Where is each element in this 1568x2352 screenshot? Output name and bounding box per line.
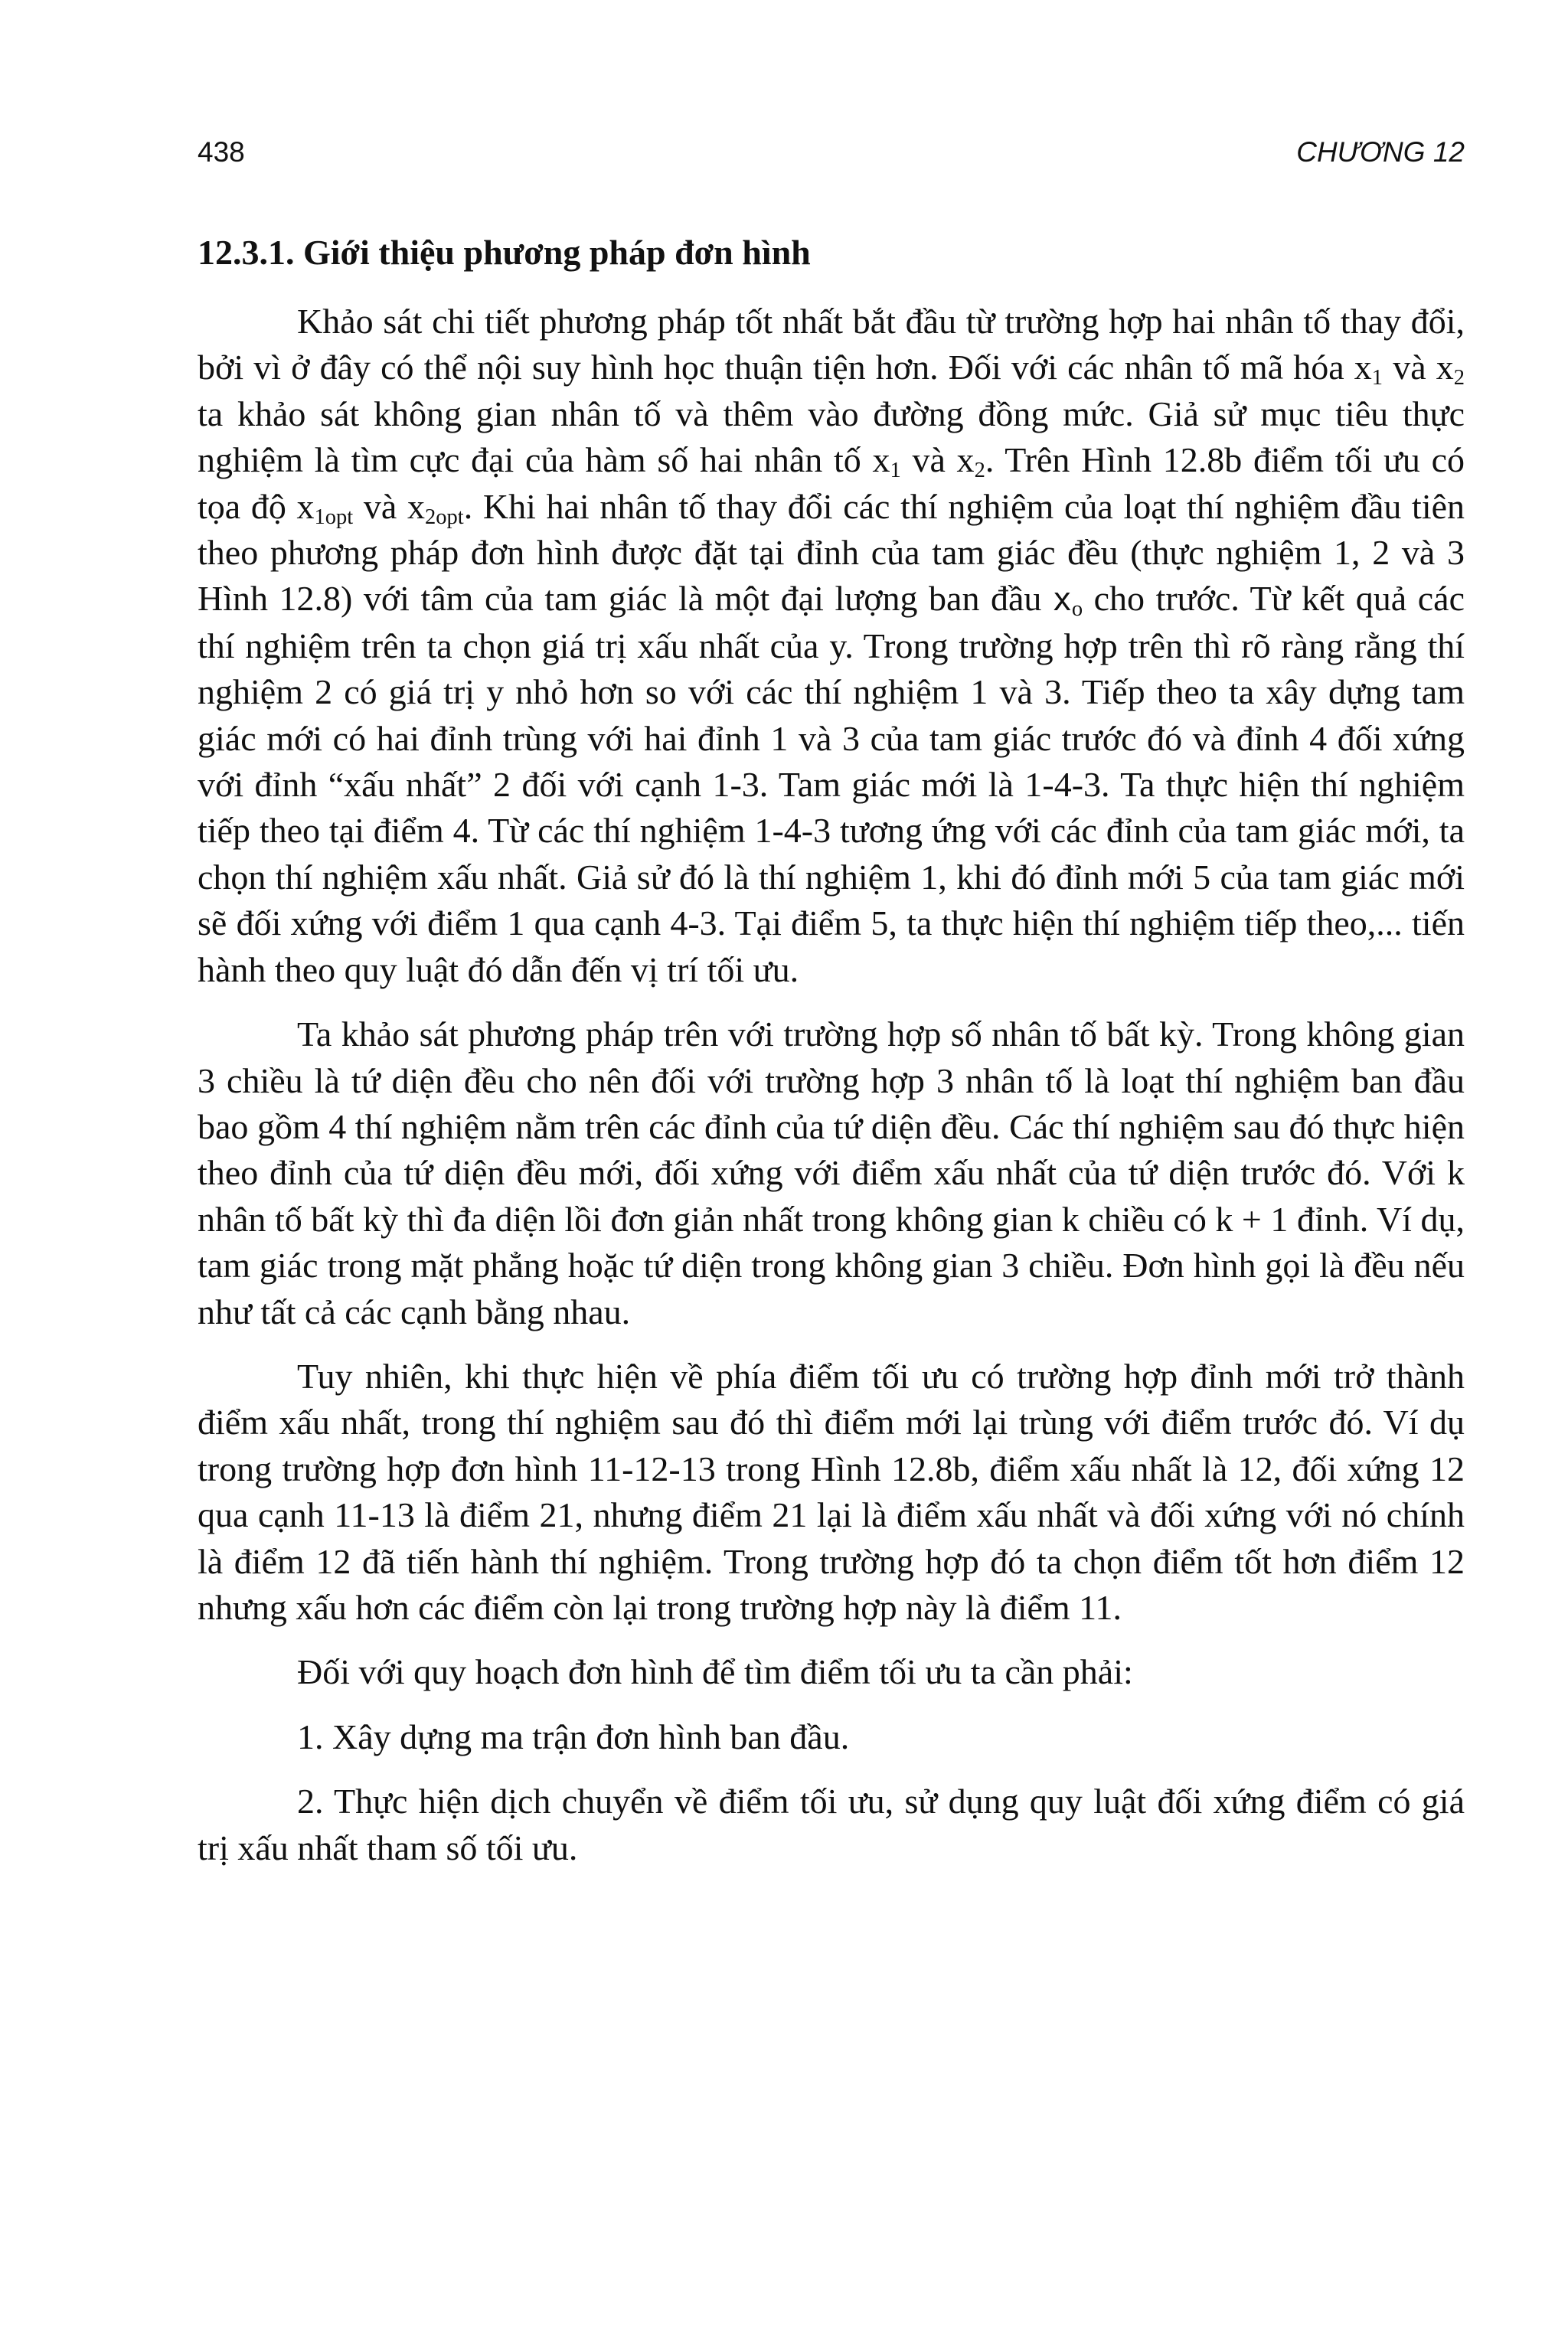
p1-text-2: và x [1383,348,1454,387]
paragraph-3: Tuy nhiên, khi thực hiện về phía điểm tối ưu có trường hợp đỉnh mới trở thành điểm xấu nhất, trong thí nghiệm sau đó thì điểm mới lại trùng với điểm trước đó. Ví dụ trong trường hợp đơn hình 11-12-13 trong Hình 12.8b, điểm xấu nhất là 12, đối xứng 12 qua cạnh 11-13 là điểm 21, nhưng điểm 21 lại là điểm xấu nhất và đối xứng với nó chính là điểm 12 đã tiến hành thí nghiệm. Trong trường hợp đó ta chọn điểm tốt hơn điểm 12 nhưng xấu hơn các điểm còn lại trong trường hợp này là điểm 11. [198,1356,1465,1627]
subscript: 1 [890,459,901,483]
list-item-2: 2. Thực hiện dịch chuyển về điểm tối ưu, sử dụng quy luật đối xứng điểm có giá trị xấu nhất tham số tối ưu. [198,1782,1465,1867]
paragraph-4: Đối với quy hoạch đơn hình để tìm điểm tối ưu ta cần phải: [297,1652,1133,1692]
page-body [198,230,1465,1871]
subscript: o [1071,597,1083,622]
subscript: 2 [1453,366,1465,390]
subscript: 2opt [424,505,464,529]
page-number: 438 [198,136,245,168]
subscript: 1 [1371,366,1383,390]
p1-text-3: ta khảo sát không gian nhân tố và thêm vào đường đồng mức. Giả sử mục tiêu thực nghiệm là tìm cực đại của hàm số hai nhân tố x [198,394,1465,480]
p1-text-7: . Khi hai nhân tố thay đổi các thí nghiệm của loạt thí nghiệm đầu tiên theo phương pháp đơn hình được đặt tại đỉnh của tam giác đều (thực nghiệm 1, 2 và 3 Hình 12.8) với tâm của tam giác là một đại lượng ban đầu [198,486,1465,619]
p1-text-4: và x [900,440,975,480]
chapter-title: CHƯƠNG 12 [1296,136,1465,168]
p1-text-8: cho trước. Từ kết quả các thí nghiệm trên ta chọn giá trị xấu nhất của y. Trong trường hợp trên thì rõ ràng rằng thí nghiệm 2 có giá trị y nhỏ hơn so với các thí nghiệm 1 và 3. Tiếp theo ta xây dựng tam giác mới có hai đỉnh trùng với hai đỉnh 1 và 3 của tam giác trước đó và đỉnh 4 đối xứng với đỉnh “xấu nhất” 2 đối với cạnh 1-3. Tam giác mới là 1-4-3. Ta thực hiện thí nghiệm tiếp theo tại điểm 4. Từ các thí nghiệm 1-4-3 tương ứng với các đỉnh của tam giác mới, ta chọn thí nghiệm xấu nhất. Giả sử đó là thí nghiệm 1, khi đó đỉnh mới 5 của tam giác mới sẽ đối xứng với điểm 1 qua cạnh 4-3. Tại điểm 5, ta thực hiện thí nghiệm tiếp theo,... tiến hành theo quy luật đó dẫn đến vị trí tối ưu. [198,579,1465,989]
subscript: 1opt [314,505,354,529]
paragraph-1 [198,299,1465,993]
paragraph-2: Ta khảo sát phương pháp trên với trường hợp số nhân tố bất kỳ. Trong không gian 3 chiều là tứ diện đều cho nên đối với trường hợp 3 nhân tố là loạt thí nghiệm ban đầu bao gồm 4 thí nghiệm nằm trên các đỉnh của tứ diện đều. Các thí nghiệm sau đó thực hiện theo đỉnh của tứ diện đều mới, đối xứng với điểm xấu nhất của tứ diện trước đó. Với k nhân tố bất kỳ thì đa diện lồi đơn giản nhất trong không gian k chiều có k + 1 đỉnh. Ví dụ, tam giác trong mặt phẳng hoặc tứ diện trong không gian 3 chiều. Đơn hình gọi là đều nếu như tất cả các cạnh bằng nhau. [198,1014,1465,1331]
list-item-1: 1. Xây dựng ma trận đơn hình ban đầu. [297,1717,850,1756]
page-header [198,136,1465,182]
x-bar-symbol: x [1052,581,1072,619]
p1-text-1: Khảo sát chi tiết phương pháp tốt nhất bắt đầu từ trường hợp hai nhân tố thay đổi, bởi vì ở đây có thể nội suy hình học thuận tiện hơn. Đối với các nhân tố mã hóa x [198,302,1465,387]
section-title: 12.3.1. Giới thiệu phương pháp đơn hình [198,233,811,272]
p1-text-5: . Trên Hình 12.8b điểm tối ưu có tọa độ x [198,440,1465,526]
subscript: 2 [974,459,985,483]
p1-text-6: và x [353,486,425,526]
